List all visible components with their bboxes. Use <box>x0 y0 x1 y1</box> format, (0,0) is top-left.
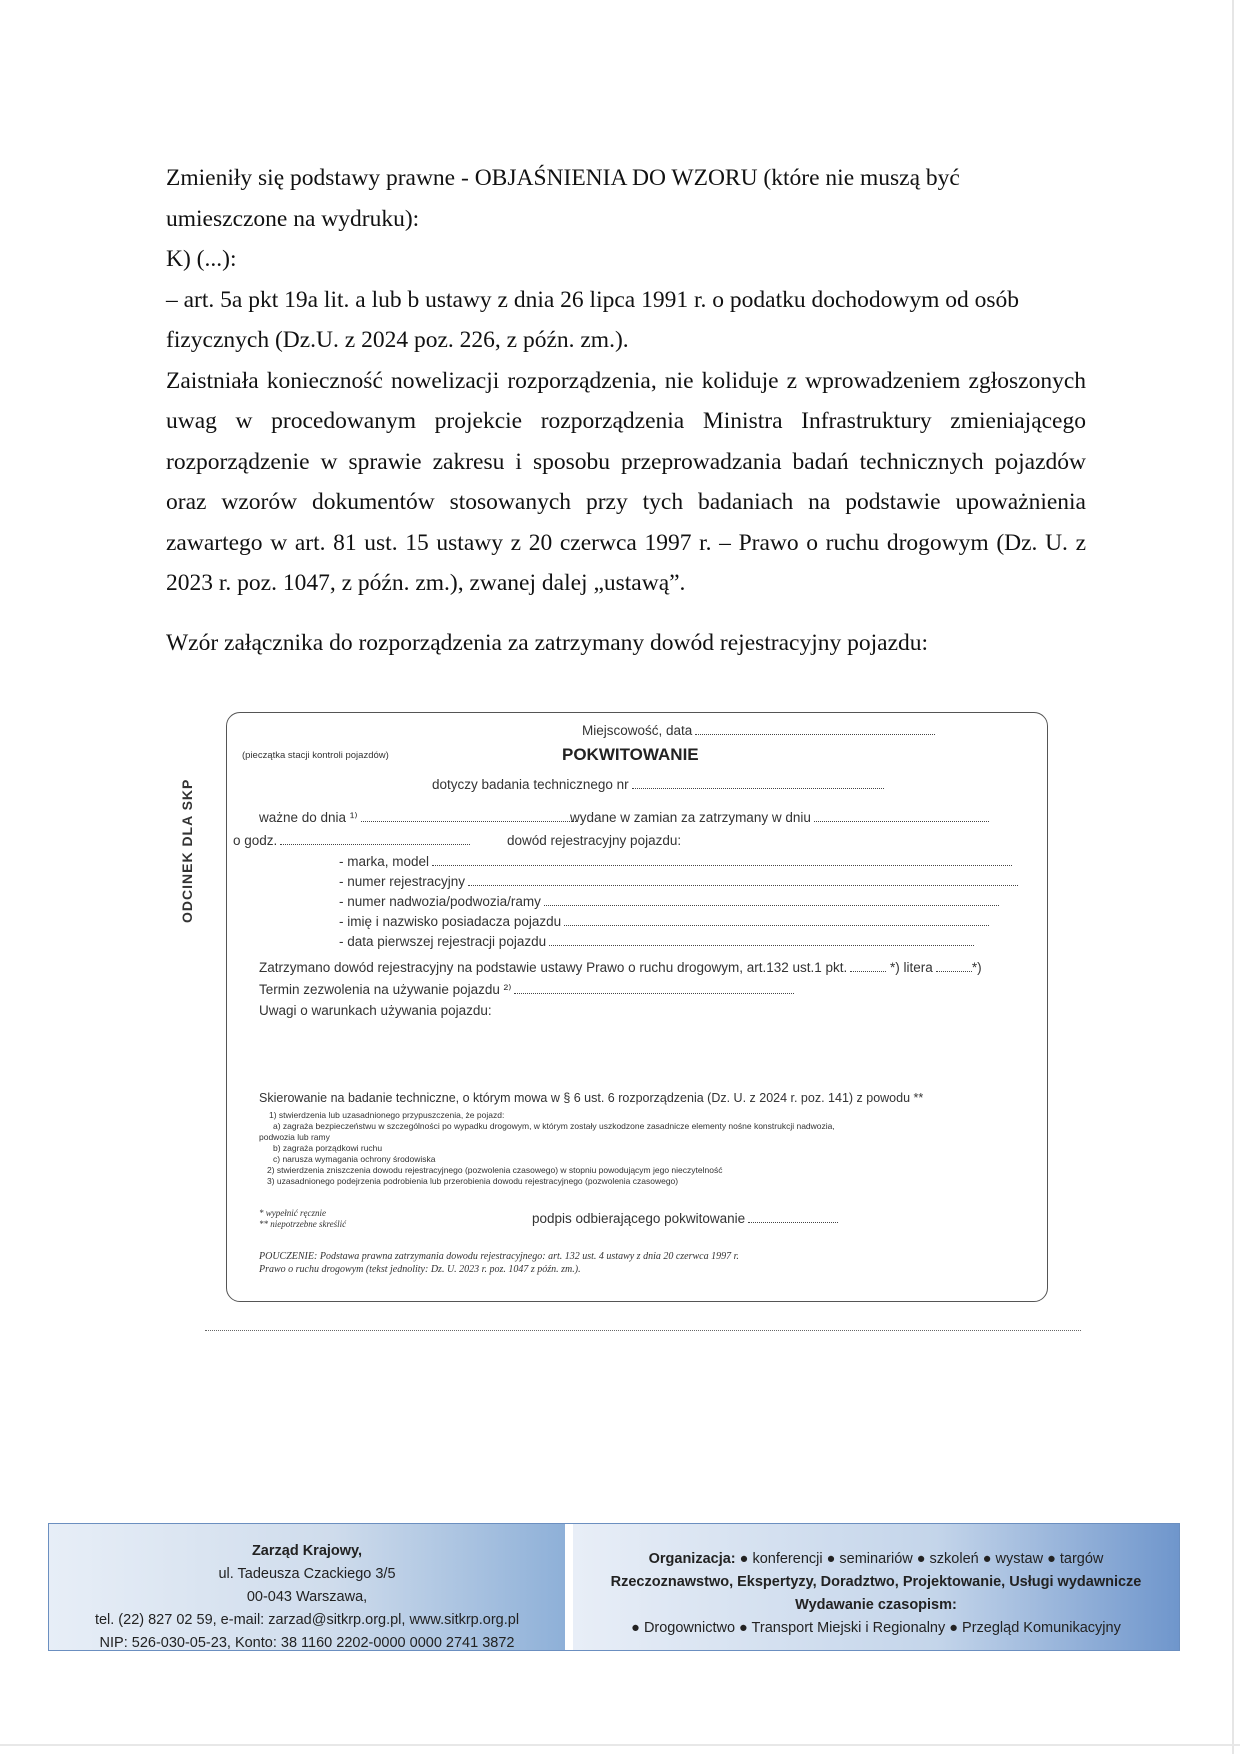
cut-line <box>205 1330 1081 1331</box>
term-line[interactable] <box>514 982 794 994</box>
hour-field <box>233 833 470 848</box>
hour-label: o godz. <box>233 833 278 848</box>
footer-org-items: ● konferencji ● seminariów ● szkoleń ● wystaw ● targów <box>739 1551 1104 1567</box>
footer-org-label: Organizacja: <box>648 1551 736 1567</box>
intro-line-5: fizycznych (Dz.U. z 2024 poz. 226, z późn. zm.). <box>166 327 629 353</box>
paragraph-line-4: oraz wzorów dokumentów stosowanych przy tych badaniach na podstawie upoważnienia <box>166 489 1086 515</box>
subtitle-field <box>432 777 884 792</box>
place-date-label: Miejscowość, data <box>582 723 693 738</box>
reason-1a: a) zagraża bezpieczeństwu w szczególności po wypadku drogowym, w którym zostały uszkodzone zasadnicze elementy nośne konstrukcji nadwozia, <box>273 1121 835 1131</box>
paragraph-line-5: zawartego w art. 81 ust. 15 ustawy z 20 czerwca 1997 r. – Prawo o ruchu drogowym (Dz. U. z <box>166 529 1086 556</box>
place-date-field <box>582 723 935 738</box>
footer-right <box>573 1524 1179 1650</box>
footer-org-name: Zarząd Krajowy, <box>251 1543 363 1559</box>
signature-field <box>532 1211 838 1226</box>
paragraph-line-2: uwag w procedowanym projekcie rozporządzenia Ministra Infrastruktury zmieniającego <box>166 408 1086 434</box>
side-label: ODCINEK DLA SKP <box>179 778 195 923</box>
intro-line-1: Zmieniły się podstawy prawne - OBJAŚNIENIA DO WZORU (które nie muszą być <box>166 165 960 191</box>
footer-street: ul. Tadeusza Czackiego 3/5 <box>218 1566 396 1582</box>
valid-field <box>259 810 576 826</box>
owner-label: - imię i nazwisko posiadacza pojazdu <box>339 914 562 929</box>
body-text <box>166 158 1086 604</box>
retained-suffix-1: *) litera <box>890 960 933 975</box>
footer-pub-label: Wydawanie czasopism: <box>795 1597 957 1613</box>
intro-line-2: umieszczone na wydruku): <box>166 205 420 232</box>
retained-suffix-2: *) <box>971 960 982 975</box>
wzor-heading: Wzór załącznika do rozporządzenia za zatrzymany dowód rejestracyjny pojazdu: <box>166 630 929 656</box>
subtitle-label: dotyczy badania technicznego nr <box>432 777 629 792</box>
referral-label: Skierowanie na badanie techniczne, o którym mowa w § 6 ust. 6 rozporządzenia (Dz. U. z 2024 r. poz. 141) z powodu ** <box>259 1091 924 1105</box>
make-label: - marka, model <box>339 854 430 869</box>
reg-line[interactable] <box>468 874 1018 886</box>
signature-line[interactable] <box>748 1211 838 1223</box>
reason-3: 3) uzasadnionego podejrzenia podrobienia lub przerobienia dowodu rejestracyjnego (pozwolenia czasowego) <box>267 1176 679 1186</box>
footer-left <box>49 1524 565 1650</box>
pouczenie-line-2: Prawo o ruchu drogowym (tekst jednolity: Dz. U. 2023 r. poz. 1047 z późn. zm.). <box>259 1264 581 1275</box>
reg-label: - numer rejestracyjny <box>339 874 466 889</box>
signature-label: podpis odbierającego pokwitowanie <box>532 1211 746 1226</box>
reg-field <box>339 874 1018 889</box>
note-handwrite: * wypełnić ręcznie <box>259 1208 326 1218</box>
place-date-line[interactable] <box>695 723 935 735</box>
first-reg-line[interactable] <box>549 934 974 946</box>
footer-city: 00-043 Warszawa, <box>246 1589 368 1605</box>
term-label: Termin zezwolenia na używanie pojazdu ²⁾ <box>259 982 512 997</box>
intro-line-4: – art. 5a pkt 19a lit. a lub b ustawy z dnia 26 lipca 1991 r. o podatku dochodowym od osób <box>166 286 1020 313</box>
reason-1: 1) stwierdzenia lub uzasadnionego przypuszczenia, że pojazd: <box>269 1110 505 1120</box>
retained-letter-line[interactable] <box>936 960 972 972</box>
retained-label: Zatrzymano dowód rejestracyjny na podstawie ustawy Prawo o ruchu drogowym, art.132 ust.1 pkt. <box>259 960 848 975</box>
reason-1b: b) zagraża porządkowi ruchu <box>273 1143 383 1153</box>
reason-1c: c) narusza wymagania ochrony środowiska <box>273 1154 436 1164</box>
vin-label: - numer nadwozia/podwozia/ramy <box>339 894 541 909</box>
intro-line-3: K) (...): <box>166 246 237 272</box>
footer-divider <box>565 1524 573 1650</box>
owner-line[interactable] <box>564 914 989 926</box>
issued-line[interactable] <box>814 810 989 822</box>
footer-banner <box>48 1523 1180 1651</box>
footer-organization <box>573 1548 1179 1571</box>
vin-field <box>339 894 999 909</box>
page-edge <box>1232 0 1234 1754</box>
stamp-label: (pieczątka stacji kontroli pojazdów) <box>242 750 389 761</box>
reason-2: 2) stwierdzenia zniszczenia dowodu rejestracyjnego (pozwolenia czasowego) w stopniu powodującym jego nieczytelność <box>267 1165 723 1175</box>
paragraph-line-6: 2023 r. poz. 1047, z późn. zm.), zwanej dalej „ustawą”. <box>166 570 686 596</box>
paragraph-line-1: Zaistniała konieczność nowelizacji rozporządzenia, nie koliduje z wprowadzeniem zgłoszonych <box>166 367 1086 394</box>
doc-label: dowód rejestracyjny pojazdu: <box>507 833 682 848</box>
hour-line[interactable] <box>280 833 470 845</box>
retained-field <box>259 960 982 975</box>
make-line[interactable] <box>432 854 1012 866</box>
footer-services: Rzeczoznawstwo, Ekspertyzy, Doradztwo, Projektowanie, Usługi wydawnicze <box>610 1574 1142 1590</box>
receipt-form <box>179 712 1048 1302</box>
footer-pubs: ● Drogownictwo ● Transport Miejski i Regionalny ● Przegląd Komunikacyjny <box>631 1620 1121 1636</box>
page-bottom-edge <box>0 1744 1240 1746</box>
first-reg-field <box>339 934 974 949</box>
issued-label: wydane w zamian za zatrzymany w dniu <box>570 810 811 825</box>
note-strike: ** niepotrzebne skreślić <box>259 1219 347 1229</box>
footer-nip: NIP: 526-030-05-23, Konto: 38 1160 2202-0000 0000 2741 3872 <box>99 1635 515 1651</box>
owner-field <box>339 914 989 929</box>
issued-field <box>570 810 989 825</box>
valid-line[interactable] <box>361 810 576 822</box>
make-field <box>339 854 1012 869</box>
first-reg-label: - data pierwszej rejestracji pojazdu <box>339 934 547 949</box>
test-number-line[interactable] <box>632 777 884 789</box>
term-field <box>259 982 794 998</box>
vin-line[interactable] <box>544 894 999 906</box>
form-title: POKWITOWANIE <box>562 745 699 764</box>
valid-label: ważne do dnia ¹⁾ <box>259 810 358 825</box>
remarks-label: Uwagi o warunkach używania pojazdu: <box>259 1003 492 1018</box>
footer-contact: tel. (22) 827 02 59, e-mail: zarzad@sitkrp.org.pl, www.sitkrp.org.pl <box>94 1612 520 1628</box>
paragraph-line-3: rozporządzenie w sprawie zakresu i sposobu przeprowadzania badań technicznych pojazdów <box>166 448 1086 475</box>
retained-pkt-line[interactable] <box>850 960 886 972</box>
pouczenie-line-1: POUCZENIE: Podstawa prawna zatrzymania dowodu rejestracyjnego: art. 132 ust. 4 ustawy z dnia 20 czerwca 1997 r. <box>259 1251 739 1262</box>
reason-1a-cont: podwozia lub ramy <box>259 1132 330 1142</box>
